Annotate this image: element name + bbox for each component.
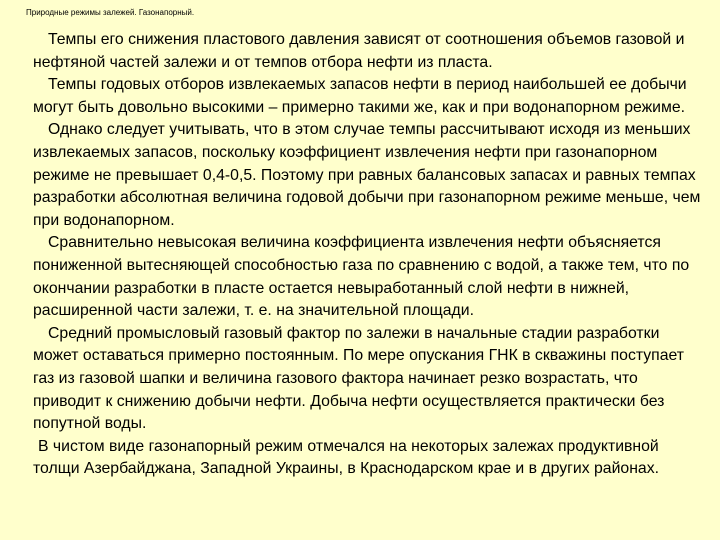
paragraph-occurrence: В чистом виде газонапорный режим отмечался на некоторых залежах продуктивной толщи Азербайджана, Западной Украины, в Краснодарском крае и в других районах. — [33, 437, 659, 478]
paragraph-recovery-factor: Однако следует учитывать, что в этом случае темпы рассчитывают исходя из меньших извлекаемых запасов, поскольку коэффициент извлечения нефти при газонапорном режиме не превышает 0,4-0,5. Поэтому при равных балансовых запасах и равных темпах разработки абсолютная величина годовой добычи при газонапорном режиме меньше, чем при водонапорном. — [33, 121, 701, 229]
slide-body — [33, 29, 703, 481]
slide-header: Природные режимы залежей. Газонапорный. — [26, 8, 195, 17]
paragraph-gas-factor: Средний промысловый газовый фактор по залежи в начальные стадии разработки может оставаться примерно постоянным. По мере опускания ГНК в скважины поступает газ из газовой шапки и величина газового фактора начинает резко возрастать, что приводит к снижению добычи нефти. Добыча нефти осуществляется практически без попутной воды. — [33, 324, 684, 433]
paragraph-low-recovery-explanation: Сравнительно невысокая величина коэффициента извлечения нефти объясняется пониженной вытесняющей способностью газа по сравнению с водой, а также тем, что по окончании разработки в пласте остается невыработанный слой нефти в нижней, расширенной части залежи, т. е. на значительной площади. — [33, 234, 690, 320]
paragraph-pressure-decline: Темпы его снижения пластового давления зависят от соотношения объемов газовой и нефтяной частей залежи и от темпов отбора нефти из пласта. — [33, 31, 685, 71]
paragraph-annual-rates: Темпы годовых отборов извлекаемых запасов нефти в период наибольшей ее добычи могут быть довольно высокими – примерно такими же, как и при водонапорном режиме. — [33, 76, 687, 116]
